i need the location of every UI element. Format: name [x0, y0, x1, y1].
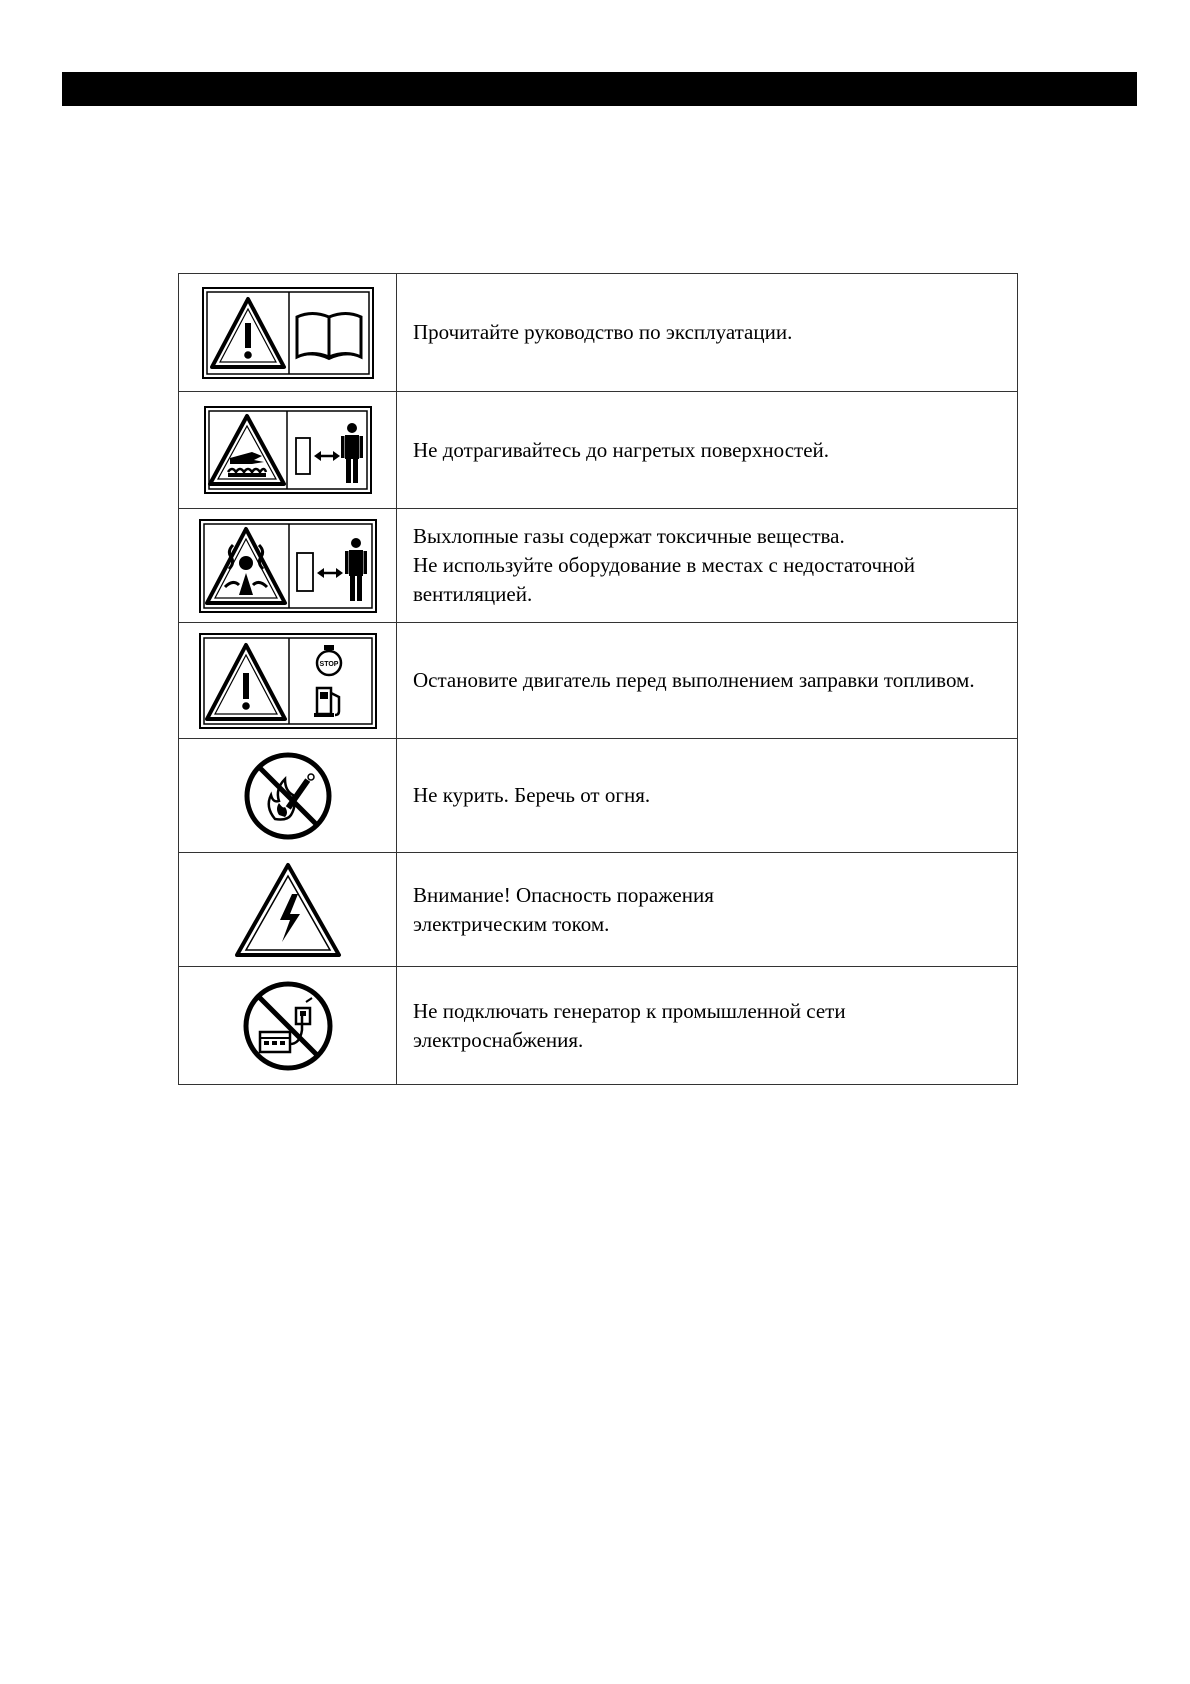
stop-engine-refuel-icon: [199, 633, 377, 729]
table-row: [179, 853, 1018, 967]
table-row: [179, 509, 1018, 623]
electric-shock-warning-icon: [232, 860, 344, 960]
warning-read-manual-icon: [202, 287, 374, 379]
safety-signs-table: [178, 273, 1018, 1085]
table-row: [179, 392, 1018, 509]
no-grid-connection-icon: [240, 978, 336, 1074]
table-row: [179, 739, 1018, 853]
stop-label: STOP: [319, 660, 338, 668]
table-row: [179, 274, 1018, 392]
toxic-fumes-warning-icon: [199, 519, 377, 613]
no-smoking-no-fire-icon: [241, 749, 335, 843]
row-text: Не дотрагивайтесь до нагретых поверхностей.: [397, 392, 1018, 509]
hot-surface-warning-icon: [204, 406, 372, 494]
row-text: Внимание! Опасность поражения электрическим током.: [397, 853, 1018, 967]
table-row: [179, 967, 1018, 1085]
header-bar: [62, 72, 1137, 106]
row-text: Не курить. Беречь от огня.: [397, 739, 1018, 853]
row-text: Остановите двигатель перед выполнением заправки топливом.: [397, 623, 1018, 739]
row-text: Не подключать генератор к промышленной сети электроснабжения.: [397, 967, 1018, 1085]
row-text: Прочитайте руководство по эксплуатации.: [397, 274, 1018, 392]
row-text: Выхлопные газы содержат токсичные вещества. Не используйте оборудование в местах с недостаточной вентиляцией.: [397, 509, 1018, 623]
table-row: [179, 623, 1018, 739]
